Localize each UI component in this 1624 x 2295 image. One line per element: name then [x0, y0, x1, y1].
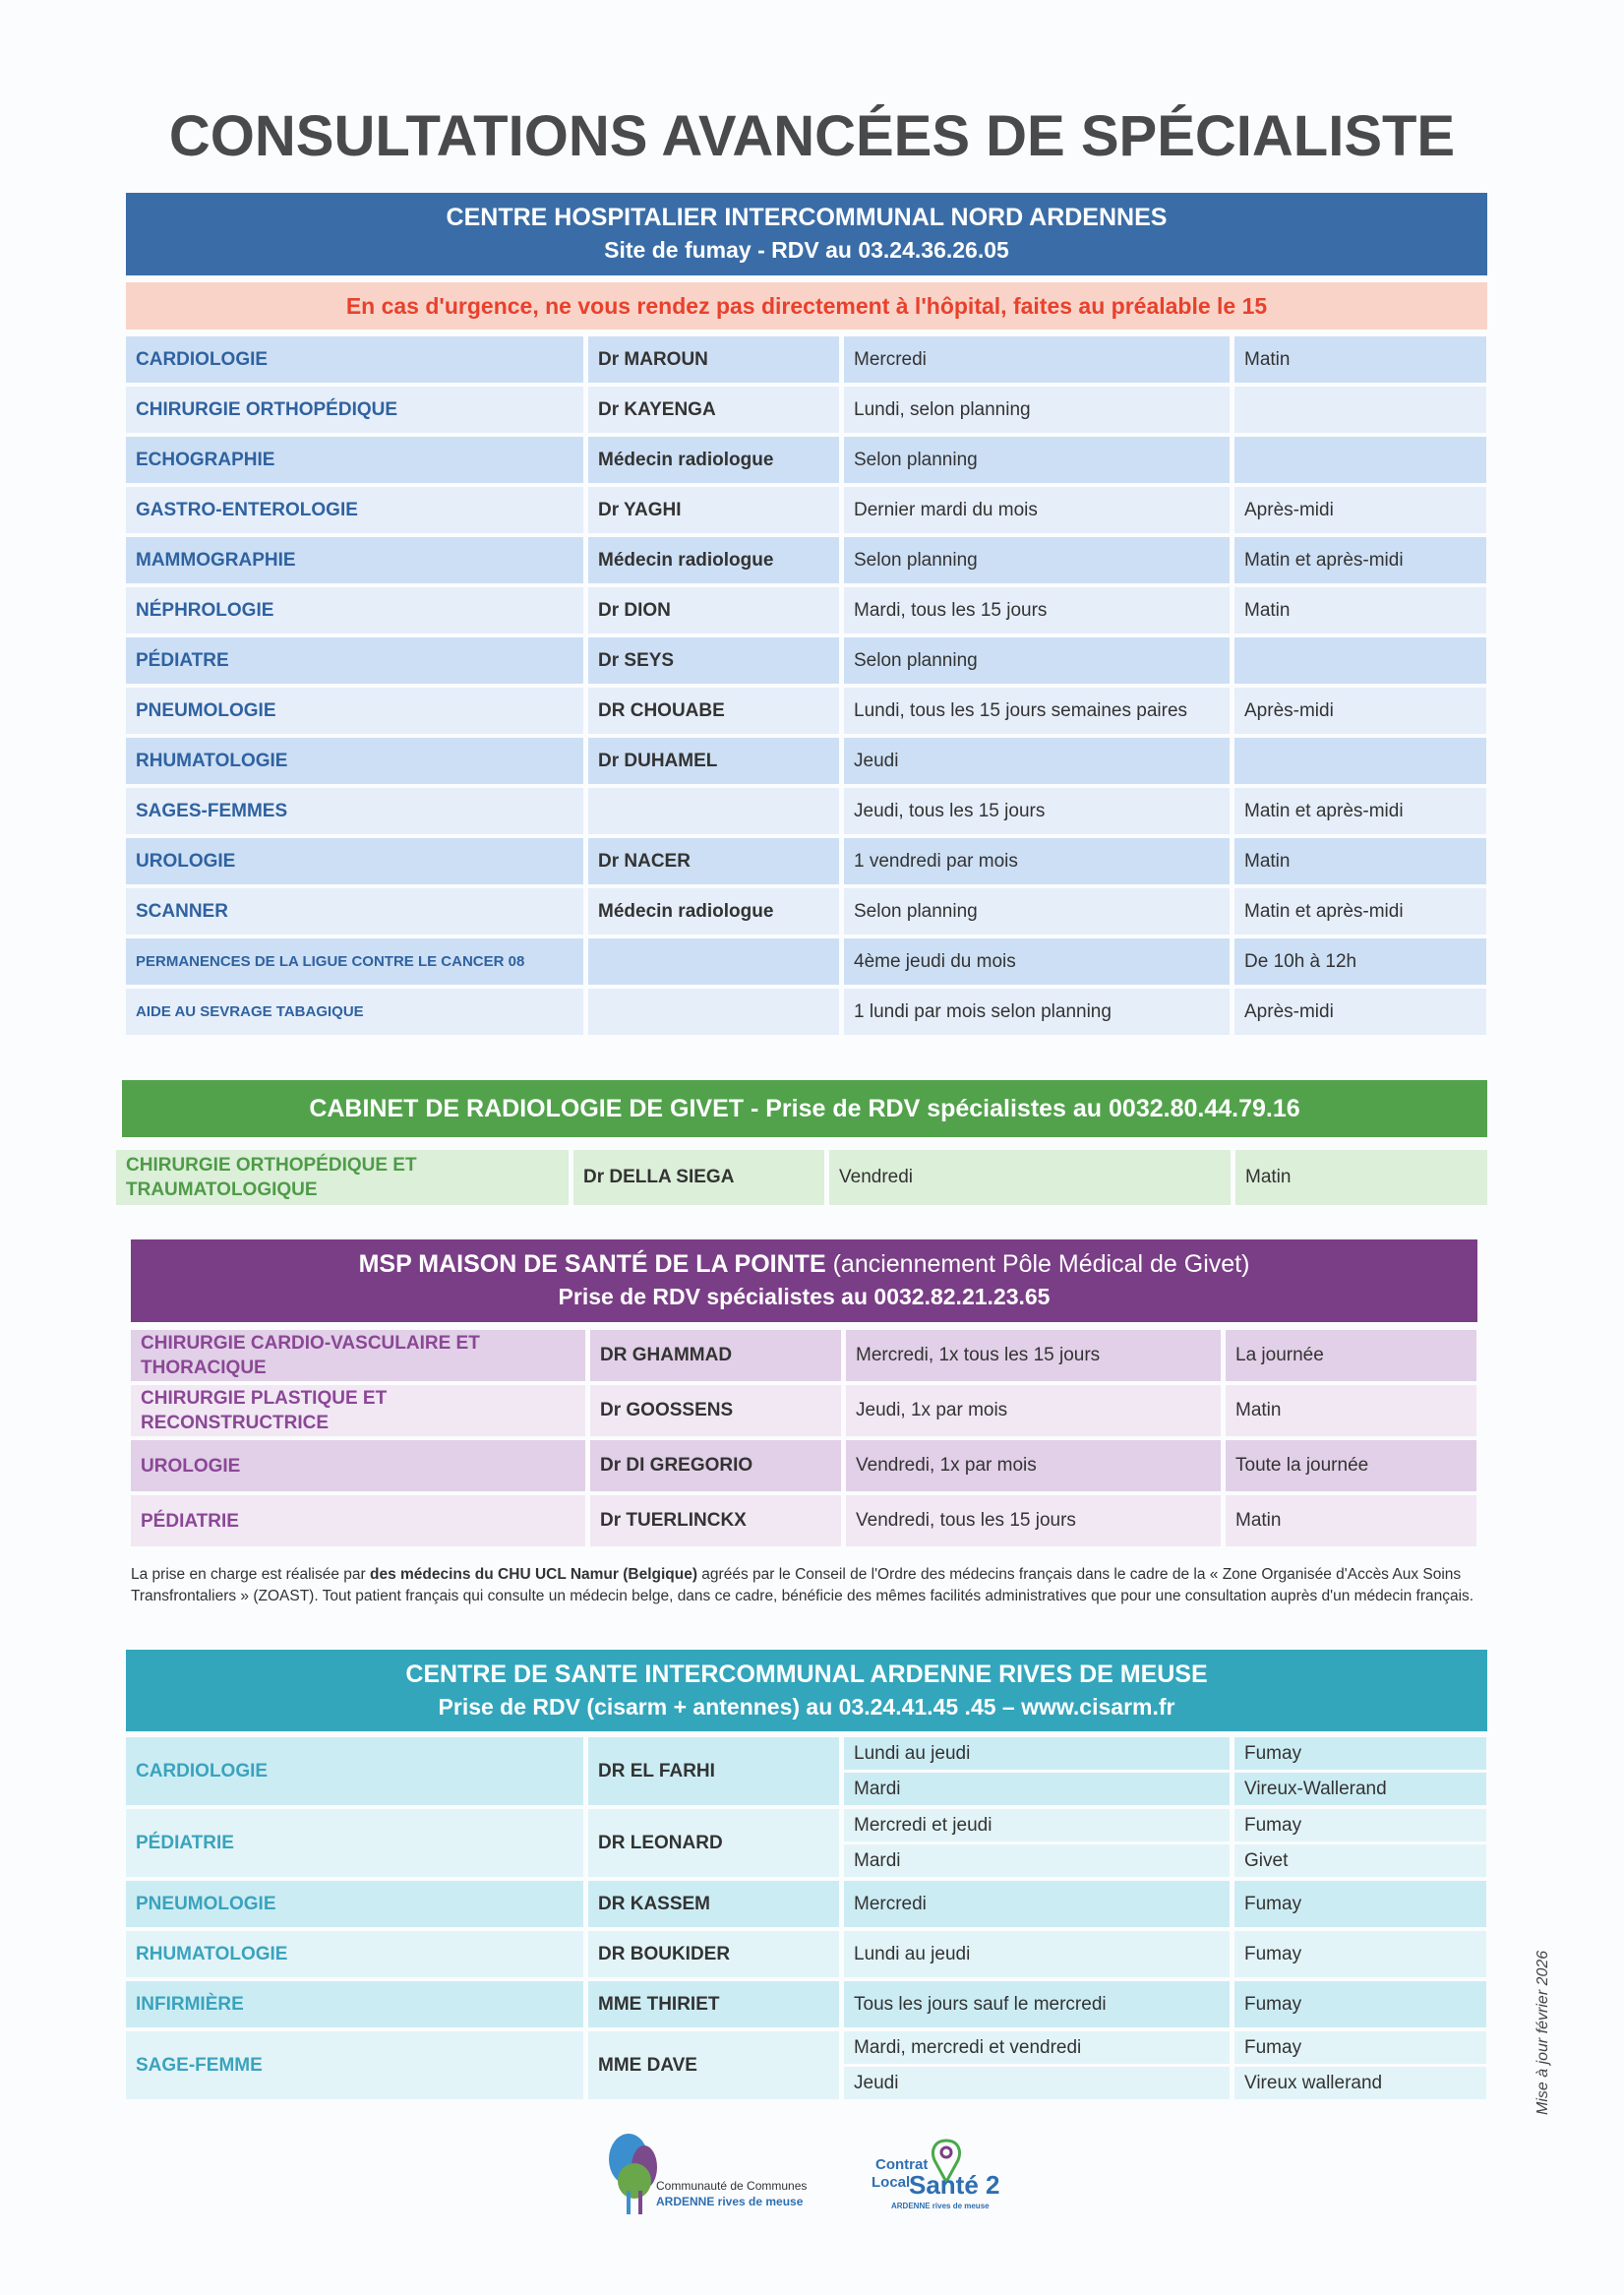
table-row: [131, 1385, 1476, 1436]
time-text: Matin et après-midi: [1244, 900, 1404, 922]
time-cell: [1234, 637, 1486, 684]
table-row: [126, 1809, 1486, 1877]
cisarm-header: [126, 1650, 1487, 1731]
specialty-cell: [126, 336, 583, 383]
table-row: [126, 537, 1486, 583]
schedule-cell: [844, 1844, 1230, 1877]
schedule-cell: [846, 1440, 1221, 1491]
table-row: [126, 637, 1486, 684]
specialty-cell: [131, 1330, 585, 1381]
schedule-text: Mardi, tous les 15 jours: [854, 599, 1048, 621]
table-row: [126, 888, 1486, 935]
schedule-text: Dernier mardi du mois: [854, 499, 1038, 520]
schedule-text: Jeudi: [854, 2072, 899, 2093]
doctor-text: DR GHAMMAD: [600, 1345, 733, 1365]
specialty-text: MAMMOGRAPHIE: [136, 550, 296, 571]
specialty-cell: [126, 838, 583, 884]
chi-table: [126, 336, 1486, 1039]
time-text: Matin et après-midi: [1244, 549, 1404, 571]
schedule-text: Mercredi: [854, 348, 927, 370]
location-text: Fumay: [1244, 1742, 1302, 1764]
time-cell: [1234, 587, 1486, 634]
schedule-text: Lundi au jeudi: [854, 1742, 971, 1764]
doctor-text: Dr DI GREGORIO: [600, 1455, 753, 1476]
schedule-text: Lundi, tous les 15 jours semaines paires: [854, 699, 1188, 721]
time-text: Matin: [1244, 348, 1291, 370]
schedule-text: Lundi, selon planning: [854, 398, 1031, 420]
location-text: Vireux-Wallerand: [1244, 1778, 1387, 1799]
time-text: Après-midi: [1244, 1000, 1334, 1022]
time-text: Toute la journée: [1235, 1455, 1369, 1476]
chi-header-subtitle: Site de fumay - RDV au 03.24.36.26.05: [604, 237, 1009, 263]
specialty-cell: [126, 888, 583, 935]
schedule-cell: [844, 637, 1230, 684]
doctor-cell: [590, 1385, 841, 1436]
schedule-text: Jeudi, tous les 15 jours: [854, 800, 1046, 821]
doctor-cell: [588, 938, 839, 985]
specialty-cell: [126, 989, 583, 1035]
time-text: Matin: [1244, 850, 1291, 872]
msp-header-note: (anciennement Pôle Médical de Givet): [832, 1250, 1250, 1278]
time-text: Après-midi: [1244, 499, 1334, 520]
specialty-cell: [126, 437, 583, 483]
schedule-text: 4ème jeudi du mois: [854, 950, 1016, 972]
doctor-text: Dr TUERLINCKX: [600, 1510, 747, 1531]
specialty-text: RHUMATOLOGIE: [136, 1943, 288, 1964]
table-row: [126, 1981, 1486, 2027]
time-text: La journée: [1235, 1345, 1324, 1365]
schedule-cell: [844, 788, 1230, 834]
doctor-text: Dr NACER: [598, 850, 691, 872]
cls-line3: Santé 2: [909, 2170, 1000, 2200]
specialty-text: CARDIOLOGIE: [136, 1760, 269, 1782]
specialty-text: PNEUMOLOGIE: [136, 700, 276, 721]
schedule-text: Vendredi, 1x par mois: [856, 1455, 1037, 1476]
emergency-warning: [126, 282, 1487, 330]
location-stack: [1234, 1931, 1486, 1977]
location-cell: [1234, 1809, 1486, 1842]
schedule-cell: [844, 1737, 1230, 1770]
specialty-cell: [126, 1881, 583, 1927]
location-text: Fumay: [1244, 1814, 1302, 1836]
location-cell: [1234, 2031, 1486, 2064]
schedule-cell: [829, 1150, 1231, 1205]
schedule-cell: [844, 587, 1230, 634]
doctor-cell: [588, 788, 839, 834]
doctor-text: MME DAVE: [598, 2054, 697, 2076]
cisarm-header-subtitle: Prise de RDV (cisarm + antennes) au 03.24.41.45 .45 – www.cisarm.fr: [438, 1693, 1175, 1720]
table-row: [131, 1440, 1476, 1491]
table-row: [126, 387, 1486, 433]
givet-header: [122, 1080, 1487, 1137]
specialty-cell: [126, 738, 583, 784]
table-row: [126, 738, 1486, 784]
specialty-text: INFIRMIÈRE: [136, 1993, 244, 2015]
specialty-cell: [126, 637, 583, 684]
schedule-cell: [844, 1809, 1230, 1842]
time-cell: [1234, 437, 1486, 483]
doctor-cell: [573, 1150, 824, 1205]
cls-line4: ARDENNE rives de meuse: [891, 2202, 990, 2210]
specialty-text: PÉDIATRE: [136, 650, 229, 671]
schedule-stack: [844, 1737, 1230, 1805]
table-row: [126, 989, 1486, 1035]
doctor-cell: [590, 1440, 841, 1491]
contrat-local-sante-logo: [866, 2144, 1013, 2223]
givet-header-title: CABINET DE RADIOLOGIE DE GIVET - Prise de RDV spécialistes au 0032.80.44.79.16: [309, 1094, 1300, 1122]
cc-ardenne-logo: [605, 2130, 821, 2218]
table-row: [126, 1881, 1486, 1927]
doctor-cell: [588, 336, 839, 383]
specialty-text: ECHOGRAPHIE: [136, 450, 275, 470]
schedule-text: Tous les jours sauf le mercredi: [854, 1993, 1107, 2015]
schedule-text: Selon planning: [854, 900, 978, 922]
cls-line1: Contrat: [875, 2156, 929, 2173]
location-stack: [1234, 1737, 1486, 1805]
specialty-cell: [126, 1737, 583, 1805]
table-row: [116, 1150, 1487, 1205]
table-row: [126, 437, 1486, 483]
specialty-text: PÉDIATRIE: [136, 1832, 234, 1853]
schedule-cell: [844, 387, 1230, 433]
cisarm-header-title: CENTRE DE SANTE INTERCOMMUNAL ARDENNE RIVES DE MEUSE: [405, 1660, 1208, 1688]
table-row: [126, 2031, 1486, 2099]
specialty-cell: [126, 938, 583, 985]
location-cell: [1234, 1931, 1486, 1977]
schedule-cell: [846, 1330, 1221, 1381]
table-row: [131, 1330, 1476, 1381]
doctor-text: DR KASSEM: [598, 1893, 711, 1914]
doctor-text: DR EL FARHI: [598, 1760, 715, 1782]
schedule-cell: [844, 1981, 1230, 2027]
time-cell: [1234, 989, 1486, 1035]
doctor-cell: [588, 888, 839, 935]
specialty-text: PERMANENCES DE LA LIGUE CONTRE LE CANCER 08: [136, 953, 525, 970]
msp-header-title: MSP MAISON DE SANTÉ DE LA POINTE: [358, 1250, 826, 1278]
time-text: De 10h à 12h: [1244, 950, 1357, 972]
time-cell: [1235, 1150, 1487, 1205]
schedule-text: Jeudi: [854, 750, 899, 771]
schedule-stack: [844, 1981, 1230, 2027]
location-text: Vireux wallerand: [1244, 2072, 1383, 2093]
note-bold-text: des médecins du CHU UCL Namur (Belgique): [369, 1566, 697, 1583]
schedule-cell: [846, 1385, 1221, 1436]
specialty-cell: [126, 788, 583, 834]
time-cell: [1226, 1495, 1476, 1546]
cc-logo-line1: Communauté de Communes: [656, 2179, 808, 2193]
specialty-text: CHIRURGIE ORTHOPÉDIQUE ET TRAUMATOLOGIQUE: [126, 1155, 417, 1200]
schedule-cell: [844, 888, 1230, 935]
time-cell: [1234, 888, 1486, 935]
specialty-text: SAGES-FEMMES: [136, 801, 288, 821]
time-cell: [1234, 738, 1486, 784]
location-cell: [1234, 1981, 1486, 2027]
doctor-cell: [588, 487, 839, 533]
doctor-text: Médecin radiologue: [598, 900, 774, 922]
schedule-text: Mardi, mercredi et vendredi: [854, 2036, 1082, 2058]
specialty-text: AIDE AU SEVRAGE TABAGIQUE: [136, 1003, 364, 1020]
schedule-stack: [844, 1931, 1230, 1977]
specialty-text: PNEUMOLOGIE: [136, 1893, 276, 1914]
schedule-text: Jeudi, 1x par mois: [856, 1400, 1008, 1420]
time-cell: [1234, 537, 1486, 583]
location-cell: [1234, 1844, 1486, 1877]
specialty-text: CHIRURGIE CARDIO-VASCULAIRE ET THORACIQUE: [141, 1333, 480, 1378]
schedule-cell: [844, 537, 1230, 583]
schedule-text: 1 vendredi par mois: [854, 850, 1018, 872]
schedule-stack: [844, 1809, 1230, 1877]
note-text-end: agréés par le Conseil de l'Ordre des médecins français dans le cadre de la « Zone Organisée d'Accès Aux Soins Transfrontaliers » (ZOAST). Tout patient français qui consulte un médecin belge, dans ce cadre, bénéficie des mêmes facilités administratives que pour une consultation auprès d'un médecin français.: [131, 1566, 1474, 1604]
time-text: Après-midi: [1244, 699, 1334, 721]
time-cell: [1234, 788, 1486, 834]
doctor-cell: [588, 587, 839, 634]
time-text: Matin: [1244, 599, 1291, 621]
doctor-cell: [588, 688, 839, 734]
givet-table: [116, 1150, 1487, 1209]
table-row: [126, 1737, 1486, 1805]
table-row: [126, 938, 1486, 985]
doctor-text: Dr GOOSSENS: [600, 1400, 734, 1420]
msp-header: [131, 1239, 1477, 1322]
schedule-cell: [844, 336, 1230, 383]
location-stack: [1234, 1809, 1486, 1877]
update-date: Mise à jour février 2026: [1534, 1950, 1551, 2115]
specialty-text: GASTRO-ENTEROLOGIE: [136, 500, 358, 520]
schedule-text: 1 lundi par mois selon planning: [854, 1000, 1112, 1022]
specialty-text: CHIRURGIE ORTHOPÉDIQUE: [136, 399, 398, 420]
specialty-cell: [126, 688, 583, 734]
note-text: La prise en charge est réalisée par: [131, 1566, 370, 1583]
location-stack: [1234, 1981, 1486, 2027]
doctor-cell: [588, 838, 839, 884]
table-row: [126, 838, 1486, 884]
doctor-cell: [588, 2031, 839, 2099]
emergency-warning-text: En cas d'urgence, ne vous rendez pas directement à l'hôpital, faites au préalable le 15: [345, 292, 1268, 319]
doctor-cell: [588, 738, 839, 784]
schedule-stack: [844, 2031, 1230, 2099]
cisarm-table: [126, 1737, 1486, 2103]
doctor-cell: [588, 437, 839, 483]
time-cell: [1226, 1440, 1476, 1491]
doctor-cell: [588, 537, 839, 583]
schedule-text: Lundi au jeudi: [854, 1943, 971, 1964]
schedule-cell: [844, 1773, 1230, 1805]
time-cell: [1234, 336, 1486, 383]
specialty-cell: [126, 587, 583, 634]
schedule-text: Vendredi, tous les 15 jours: [856, 1510, 1076, 1531]
doctor-cell: [588, 1881, 839, 1927]
schedule-cell: [844, 838, 1230, 884]
specialty-cell: [126, 1931, 583, 1977]
doctor-text: DR BOUKIDER: [598, 1943, 731, 1964]
specialty-cell: [126, 387, 583, 433]
doctor-cell: [588, 1737, 839, 1805]
table-row: [131, 1495, 1476, 1546]
doctor-cell: [588, 637, 839, 684]
time-text: Matin: [1235, 1510, 1282, 1531]
location-text: Givet: [1244, 1849, 1289, 1871]
doctor-text: Médecin radiologue: [598, 449, 774, 470]
specialty-text: SCANNER: [136, 901, 228, 922]
chi-header-title: CENTRE HOSPITALIER INTERCOMMUNAL NORD ARDENNES: [446, 204, 1168, 231]
schedule-text: Selon planning: [854, 549, 978, 571]
table-row: [126, 1931, 1486, 1977]
time-text: Matin: [1245, 1167, 1292, 1187]
schedule-text: Mercredi et jeudi: [854, 1814, 992, 1836]
cls-line2: Local: [872, 2174, 911, 2191]
schedule-cell: [846, 1495, 1221, 1546]
time-cell: [1226, 1330, 1476, 1381]
location-stack: [1234, 1881, 1486, 1927]
specialty-cell: [116, 1150, 569, 1205]
location-cell: [1234, 2067, 1486, 2099]
specialty-text: UROLOGIE: [136, 851, 236, 872]
doctor-cell: [588, 387, 839, 433]
schedule-cell: [844, 2067, 1230, 2099]
schedule-text: Selon planning: [854, 649, 978, 671]
msp-table: [131, 1330, 1476, 1550]
schedule-text: Mardi: [854, 1778, 901, 1799]
msp-header-subtitle: Prise de RDV spécialistes au 0032.82.21.23.65: [558, 1284, 1051, 1309]
schedule-cell: [844, 989, 1230, 1035]
specialty-text: CHIRURGIE PLASTIQUE ET RECONSTRUCTRICE: [141, 1388, 388, 1433]
doctor-text: Médecin radiologue: [598, 549, 774, 571]
location-text: Fumay: [1244, 1993, 1302, 2015]
cc-logo-line2: ARDENNE rives de meuse: [656, 2195, 804, 2208]
specialty-cell: [126, 487, 583, 533]
doctor-cell: [588, 1809, 839, 1877]
schedule-cell: [844, 938, 1230, 985]
tree-icon: [605, 2130, 664, 2218]
specialty-cell: [126, 1809, 583, 1877]
location-cell: [1234, 1773, 1486, 1805]
schedule-stack: [844, 1881, 1230, 1927]
doctor-cell: [590, 1330, 841, 1381]
time-text: Matin et après-midi: [1244, 800, 1404, 821]
doctor-cell: [588, 1931, 839, 1977]
specialty-cell: [126, 1981, 583, 2027]
page-title: CONSULTATIONS AVANCÉES DE SPÉCIALISTE: [168, 104, 1456, 168]
specialty-text: UROLOGIE: [141, 1455, 241, 1477]
time-text: Matin: [1235, 1400, 1282, 1420]
doctor-text: Dr DION: [598, 599, 671, 621]
schedule-text: Selon planning: [854, 449, 978, 470]
schedule-text: Mercredi: [854, 1893, 927, 1914]
schedule-text: Mercredi, 1x tous les 15 jours: [856, 1345, 1101, 1365]
schedule-text: Vendredi: [839, 1167, 914, 1187]
schedule-cell: [844, 2031, 1230, 2064]
schedule-cell: [844, 437, 1230, 483]
doctor-text: Dr YAGHI: [598, 499, 682, 520]
specialty-text: NÉPHROLOGIE: [136, 600, 274, 621]
specialty-text: CARDIOLOGIE: [136, 349, 269, 370]
doctor-cell: [588, 989, 839, 1035]
time-cell: [1226, 1385, 1476, 1436]
doctor-text: Dr DUHAMEL: [598, 750, 718, 771]
specialty-cell: [131, 1385, 585, 1436]
table-row: [126, 587, 1486, 634]
location-text: Fumay: [1244, 1893, 1302, 1914]
specialty-text: RHUMATOLOGIE: [136, 751, 288, 771]
doctor-text: MME THIRIET: [598, 1993, 720, 2015]
table-row: [126, 487, 1486, 533]
specialty-cell: [126, 2031, 583, 2099]
location-cell: [1234, 1881, 1486, 1927]
specialty-text: SAGE-FEMME: [136, 2054, 263, 2076]
schedule-cell: [844, 1931, 1230, 1977]
time-cell: [1234, 487, 1486, 533]
table-row: [126, 688, 1486, 734]
schedule-cell: [844, 487, 1230, 533]
zoast-note: [131, 1564, 1498, 1607]
specialty-cell: [126, 537, 583, 583]
specialty-text: PÉDIATRIE: [141, 1510, 239, 1532]
time-cell: [1234, 387, 1486, 433]
table-row: [126, 336, 1486, 383]
schedule-cell: [844, 688, 1230, 734]
time-cell: [1234, 938, 1486, 985]
specialty-cell: [131, 1440, 585, 1491]
time-cell: [1234, 838, 1486, 884]
doctor-text: Dr SEYS: [598, 649, 675, 671]
specialty-cell: [131, 1495, 585, 1546]
schedule-cell: [844, 738, 1230, 784]
chi-header: [126, 193, 1487, 275]
location-text: Fumay: [1244, 2036, 1302, 2058]
doctor-text: Dr MAROUN: [598, 348, 708, 370]
doctor-cell: [588, 1981, 839, 2027]
location-stack: [1234, 2031, 1486, 2099]
doctor-text: Dr KAYENGA: [598, 398, 716, 420]
schedule-cell: [844, 1881, 1230, 1927]
location-cell: [1234, 1737, 1486, 1770]
doctor-text: DR LEONARD: [598, 1832, 723, 1853]
doctor-text: DR CHOUABE: [598, 699, 725, 721]
table-row: [126, 788, 1486, 834]
doctor-cell: [590, 1495, 841, 1546]
time-cell: [1234, 688, 1486, 734]
schedule-text: Mardi: [854, 1849, 901, 1871]
doctor-text: Dr DELLA SIEGA: [583, 1167, 735, 1187]
location-text: Fumay: [1244, 1943, 1302, 1964]
